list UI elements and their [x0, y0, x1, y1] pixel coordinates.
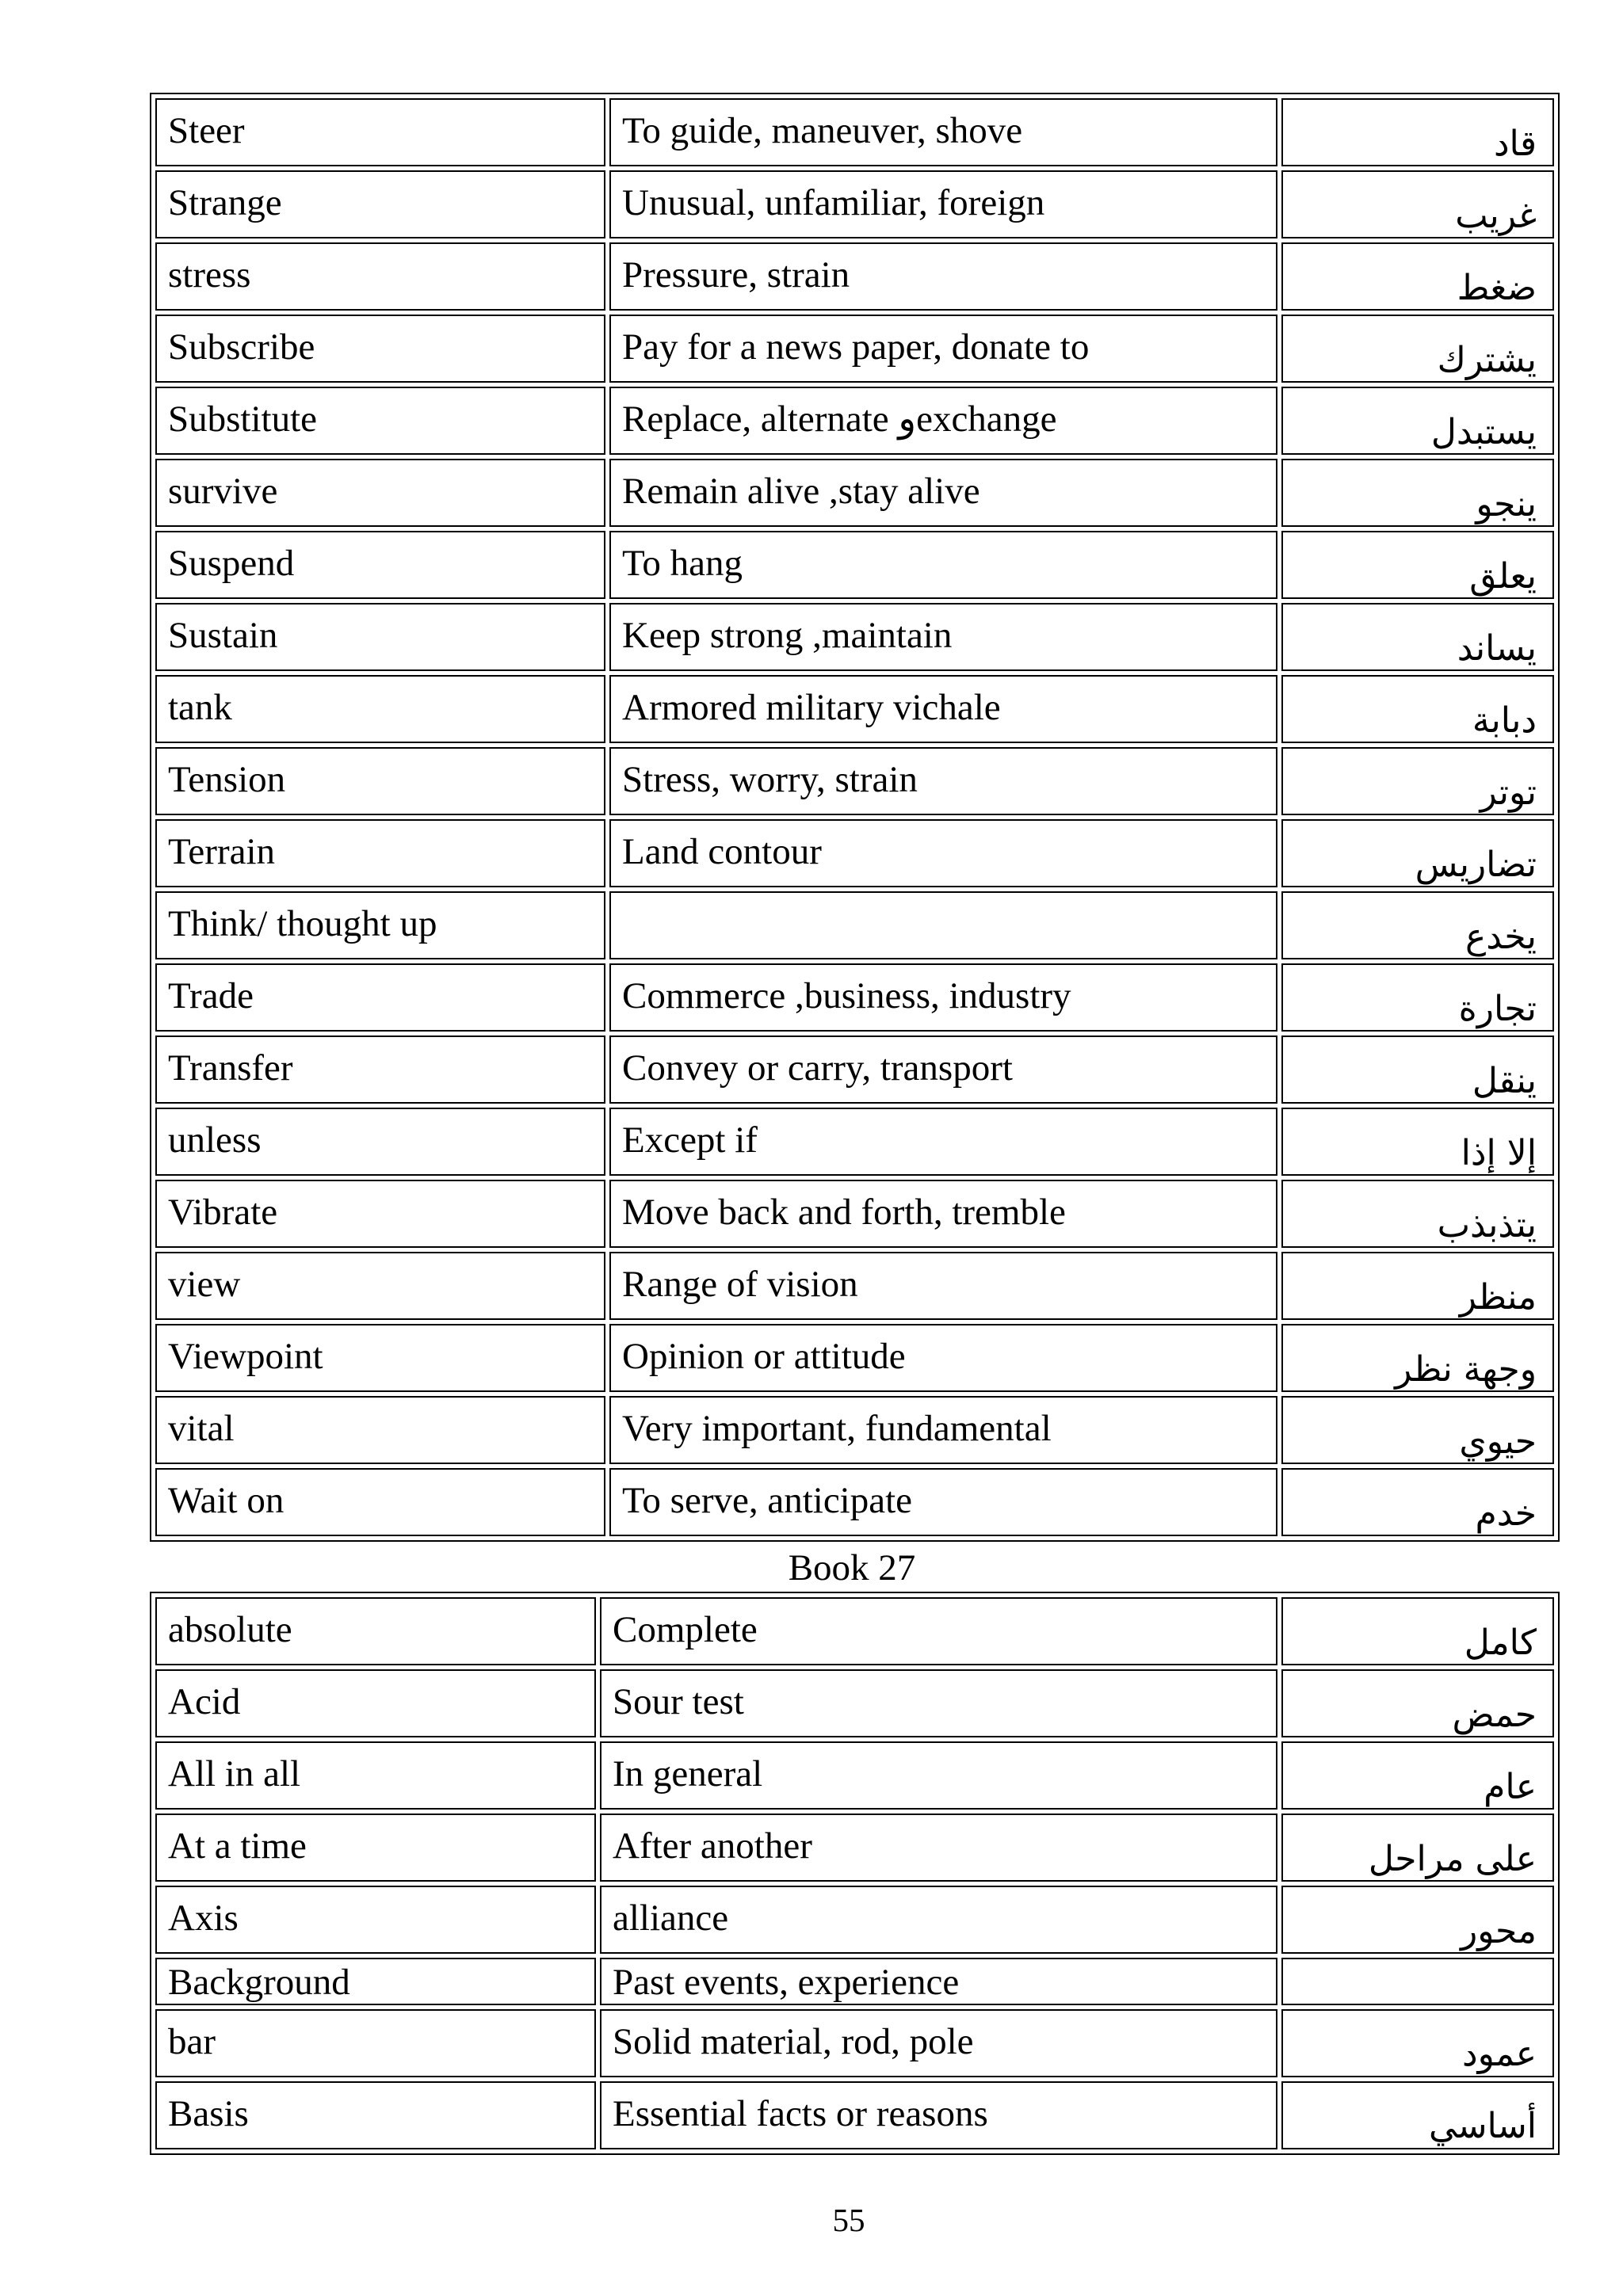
english-word-cell — [155, 1324, 605, 1392]
arabic-translation-cell — [1281, 2081, 1554, 2149]
english-word-text: Viewpoint — [168, 1336, 323, 1377]
definition-text: Stress, worry, strain — [622, 759, 918, 800]
definition-text: Convey or carry, transport — [622, 1047, 1013, 1089]
definition-cell — [600, 1597, 1277, 1665]
definition-text: Pay for a news paper, donate to — [622, 326, 1090, 368]
vocabulary-table-1 — [150, 93, 1560, 1542]
table-row — [155, 1108, 1554, 1176]
definition-cell — [600, 2009, 1277, 2077]
arabic-translation-text: توتر — [1480, 772, 1537, 813]
table-row — [155, 675, 1554, 743]
definition-cell — [609, 1035, 1277, 1104]
definition-text: Sour test — [613, 1681, 744, 1722]
arabic-translation-text: حيوي — [1459, 1421, 1537, 1462]
arabic-translation-text: منظر — [1459, 1276, 1537, 1318]
definition-text: Except if — [622, 1119, 758, 1161]
definition-cell — [609, 1396, 1277, 1464]
english-word-cell — [155, 891, 605, 959]
english-word-text: Strange — [168, 182, 282, 223]
arabic-translation-cell — [1281, 1814, 1554, 1882]
arabic-translation-cell — [1281, 1035, 1554, 1104]
table-row — [155, 2081, 1554, 2149]
english-word-cell — [155, 2009, 596, 2077]
definition-cell — [609, 459, 1277, 527]
english-word-text: Basis — [168, 2092, 249, 2134]
definition-cell — [609, 242, 1277, 311]
arabic-translation-text: ضغط — [1457, 267, 1537, 308]
arabic-translation-cell — [1281, 1252, 1554, 1320]
definition-text: Remain alive ,stay alive — [622, 471, 980, 512]
english-word-cell — [155, 2081, 596, 2149]
english-word-text: tank — [168, 687, 232, 728]
english-word-cell — [155, 1252, 605, 1320]
arabic-translation-cell — [1281, 963, 1554, 1032]
english-word-cell — [155, 1886, 596, 1954]
arabic-translation-cell — [1281, 459, 1554, 527]
definition-cell — [600, 1958, 1277, 2005]
definition-cell — [609, 891, 1277, 959]
english-word-cell — [155, 1035, 605, 1104]
definition-cell — [609, 170, 1277, 238]
page-number: 55 — [832, 2202, 865, 2238]
section-heading: Book 27 — [788, 1547, 916, 1589]
english-word-cell — [155, 459, 605, 527]
english-word-text: stress — [168, 254, 251, 296]
definition-cell — [609, 1180, 1277, 1248]
english-word-text: view — [168, 1264, 241, 1305]
arabic-translation-text: على مراحل — [1368, 1838, 1537, 1879]
arabic-translation-text: أساسي — [1428, 2106, 1537, 2147]
english-word-text: Wait on — [168, 1480, 285, 1521]
table-row — [155, 1597, 1554, 1665]
definition-text: Armored military vichale — [622, 687, 1001, 728]
arabic-translation-text: كامل — [1464, 1622, 1537, 1663]
english-word-text: unless — [168, 1119, 262, 1161]
table-row — [155, 1741, 1554, 1810]
table-row — [155, 963, 1554, 1032]
definition-text: To serve, anticipate — [622, 1480, 913, 1521]
arabic-translation-text: محور — [1461, 1910, 1537, 1951]
table-row — [155, 1324, 1554, 1392]
arabic-translation-text: يتذبذب — [1437, 1204, 1537, 1245]
english-word-text: Vibrate — [168, 1192, 278, 1233]
table-row — [155, 170, 1554, 238]
definition-text: Range of vision — [622, 1264, 858, 1305]
english-word-cell — [155, 1396, 605, 1464]
english-word-text: Trade — [168, 975, 254, 1016]
english-word-text: Steer — [168, 110, 245, 151]
arabic-translation-cell — [1281, 1958, 1554, 2005]
arabic-translation-text: ينجو — [1476, 483, 1537, 524]
arabic-translation-cell — [1281, 1108, 1554, 1176]
arabic-translation-text: يعلق — [1469, 555, 1537, 597]
english-word-text: Terrain — [168, 831, 276, 872]
definition-cell — [609, 675, 1277, 743]
table-row — [155, 98, 1554, 166]
english-word-cell — [155, 242, 605, 311]
definition-text: Pressure, strain — [622, 254, 850, 296]
table-row — [155, 1252, 1554, 1320]
arabic-translation-text: إلا إذا — [1461, 1132, 1537, 1173]
arabic-translation-text: غريب — [1455, 195, 1537, 236]
arabic-translation-cell — [1281, 1396, 1554, 1464]
arabic-translation-cell — [1281, 603, 1554, 671]
arabic-translation-cell — [1281, 242, 1554, 311]
arabic-translation-cell — [1281, 387, 1554, 455]
table-row — [155, 242, 1554, 311]
table-row — [155, 1180, 1554, 1248]
definition-text: alliance — [613, 1897, 729, 1939]
table-row — [155, 2009, 1554, 2077]
arabic-translation-text: تجارة — [1458, 988, 1537, 1029]
table-row — [155, 1958, 1554, 2005]
definition-text: Essential facts or reasons — [613, 2092, 988, 2134]
english-word-text: bar — [168, 2020, 216, 2062]
arabic-translation-text: يخدع — [1465, 916, 1537, 957]
definition-text: After another — [613, 1825, 812, 1867]
arabic-translation-cell — [1281, 98, 1554, 166]
table-row — [155, 531, 1554, 599]
arabic-translation-cell — [1281, 675, 1554, 743]
table-row — [155, 1886, 1554, 1954]
english-word-text: Suspend — [168, 543, 295, 584]
definition-text: Unusual, unfamiliar, foreign — [622, 182, 1045, 223]
arabic-translation-text: دبابة — [1472, 700, 1537, 741]
definition-text: Move back and forth, tremble — [622, 1192, 1066, 1233]
english-word-text: Acid — [168, 1681, 241, 1722]
arabic-translation-cell — [1281, 1468, 1554, 1536]
english-word-text: Background — [168, 1962, 350, 2003]
definition-cell — [609, 1108, 1277, 1176]
english-word-text: Think/ thought up — [168, 903, 437, 944]
english-word-cell — [155, 170, 605, 238]
arabic-translation-cell — [1281, 2009, 1554, 2077]
definition-text: Land contour — [622, 831, 822, 872]
definition-cell — [600, 2081, 1277, 2149]
table-body — [155, 1597, 1554, 2149]
definition-text: Opinion or attitude — [622, 1336, 906, 1377]
definition-cell — [609, 747, 1277, 815]
english-word-cell — [155, 747, 605, 815]
definition-cell — [600, 1741, 1277, 1810]
arabic-translation-cell — [1281, 1597, 1554, 1665]
english-word-text: Tension — [168, 759, 286, 800]
arabic-translation-cell — [1281, 1669, 1554, 1737]
definition-cell — [609, 531, 1277, 599]
english-word-cell — [155, 1108, 605, 1176]
english-word-text: Axis — [168, 1897, 239, 1939]
definition-text: Commerce ,business, industry — [622, 975, 1071, 1016]
table-row — [155, 1468, 1554, 1536]
table-row — [155, 315, 1554, 383]
table-row — [155, 747, 1554, 815]
english-word-text: absolute — [168, 1609, 292, 1650]
english-word-cell — [155, 1814, 596, 1882]
definition-text: To hang — [622, 543, 743, 584]
arabic-translation-cell — [1281, 1180, 1554, 1248]
arabic-translation-cell — [1281, 891, 1554, 959]
arabic-translation-text: يساند — [1457, 627, 1537, 669]
definition-cell — [609, 819, 1277, 887]
arabic-translation-cell — [1281, 531, 1554, 599]
vocabulary-table-2 — [150, 1592, 1560, 2155]
arabic-translation-text: تضاريس — [1415, 844, 1537, 885]
table-body — [155, 98, 1554, 1536]
table-row — [155, 891, 1554, 959]
definition-cell — [600, 1886, 1277, 1954]
english-word-cell — [155, 1669, 596, 1737]
arabic-translation-text: عام — [1484, 1766, 1537, 1807]
definition-text: To guide, maneuver, shove — [622, 110, 1023, 151]
arabic-translation-text: ينقل — [1472, 1060, 1537, 1101]
arabic-translation-text: يشترك — [1437, 339, 1537, 380]
english-word-text: Subscribe — [168, 326, 315, 368]
english-word-cell — [155, 963, 605, 1032]
english-word-cell — [155, 819, 605, 887]
english-word-cell — [155, 1741, 596, 1810]
definition-cell — [600, 1814, 1277, 1882]
arabic-translation-cell — [1281, 1886, 1554, 1954]
table-row — [155, 1035, 1554, 1104]
definition-text: Complete — [613, 1609, 758, 1650]
definition-text: Past events, experience — [613, 1962, 960, 2003]
definition-text: Solid material, rod, pole — [613, 2020, 974, 2062]
table-row — [155, 1669, 1554, 1737]
definition-cell — [609, 963, 1277, 1032]
arabic-translation-text: خدم — [1475, 1493, 1537, 1534]
arabic-translation-cell — [1281, 1741, 1554, 1810]
arabic-translation-text: قاد — [1493, 123, 1537, 164]
definition-cell — [609, 98, 1277, 166]
table-row — [155, 459, 1554, 527]
definition-text: Replace, alternate وexchange — [622, 399, 1057, 440]
definition-cell — [609, 1324, 1277, 1392]
english-word-text: survive — [168, 471, 278, 512]
english-word-cell — [155, 1597, 596, 1665]
english-word-text: Transfer — [168, 1047, 293, 1089]
english-word-cell — [155, 1180, 605, 1248]
english-word-cell — [155, 675, 605, 743]
arabic-translation-cell — [1281, 747, 1554, 815]
english-word-text: All in all — [168, 1753, 301, 1794]
arabic-translation-text: يستبدل — [1430, 411, 1537, 452]
english-word-cell — [155, 98, 605, 166]
english-word-text: Sustain — [168, 615, 278, 656]
definition-text: Very important, fundamental — [622, 1408, 1052, 1449]
definition-text — [622, 893, 1276, 904]
table-row — [155, 603, 1554, 671]
english-word-cell — [155, 531, 605, 599]
table-row — [155, 1814, 1554, 1882]
arabic-translation-text: وجهة نظر — [1395, 1348, 1537, 1390]
arabic-translation-cell — [1281, 170, 1554, 238]
arabic-translation-text: حمض — [1452, 1694, 1537, 1735]
table-row — [155, 1396, 1554, 1464]
definition-cell — [609, 387, 1277, 455]
definition-cell — [609, 1468, 1277, 1536]
arabic-translation-cell — [1281, 315, 1554, 383]
english-word-cell — [155, 603, 605, 671]
definition-text: Keep strong ,maintain — [622, 615, 953, 656]
english-word-text: Substitute — [168, 399, 318, 440]
definition-cell — [600, 1669, 1277, 1737]
arabic-translation-cell — [1281, 1324, 1554, 1392]
definition-cell — [609, 603, 1277, 671]
definition-text: In general — [613, 1753, 763, 1794]
definition-cell — [609, 315, 1277, 383]
table-row — [155, 387, 1554, 455]
arabic-translation-text — [1283, 1999, 1537, 2004]
arabic-translation-text: عمود — [1461, 2034, 1537, 2075]
english-word-text: vital — [168, 1408, 235, 1449]
english-word-cell — [155, 315, 605, 383]
table-row — [155, 819, 1554, 887]
english-word-text: At a time — [168, 1825, 307, 1867]
english-word-cell — [155, 1958, 596, 2005]
english-word-cell — [155, 387, 605, 455]
definition-cell — [609, 1252, 1277, 1320]
arabic-translation-cell — [1281, 819, 1554, 887]
english-word-cell — [155, 1468, 605, 1536]
